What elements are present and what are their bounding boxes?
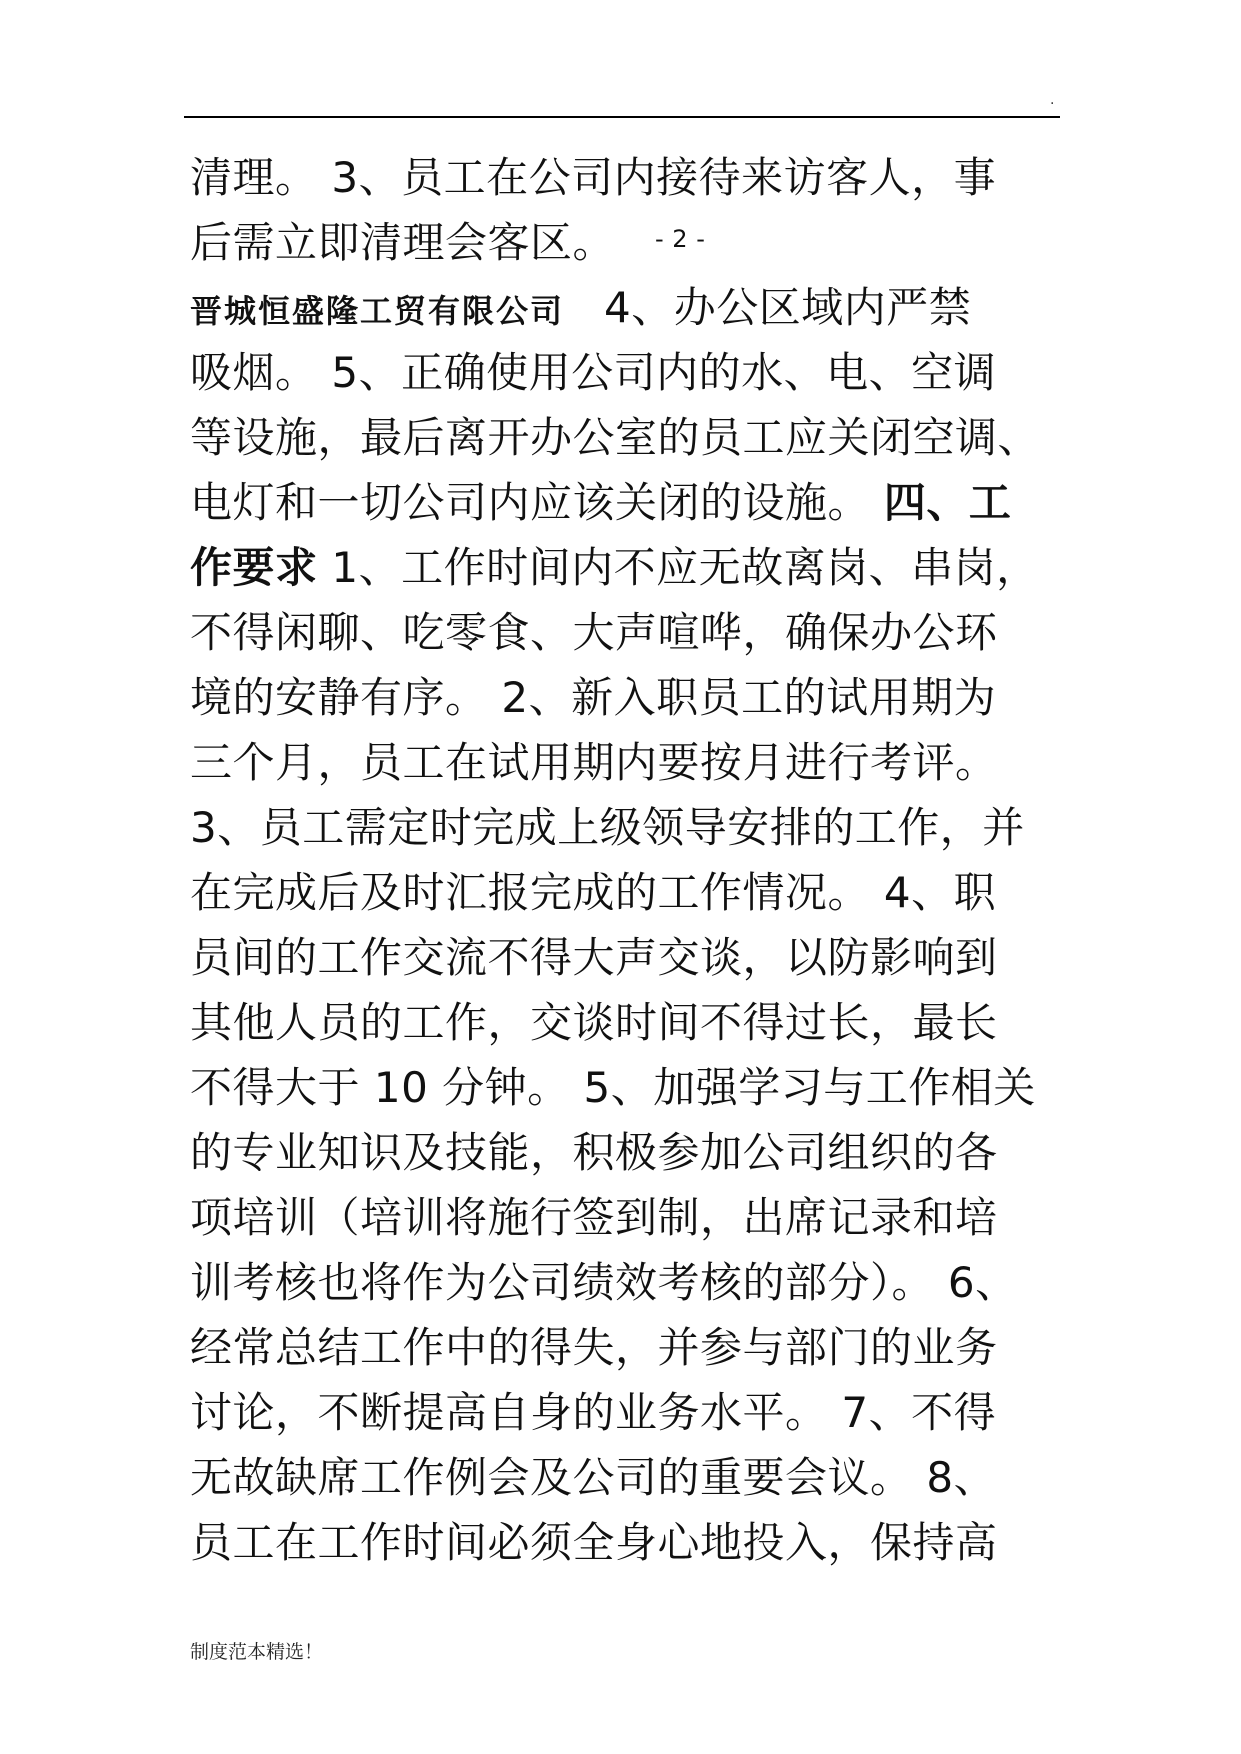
text-line: 讨论，不断提高自身的业务水平。 7、不得 — [190, 1388, 997, 1437]
text-line: 训考核也将作为公司绩效考核的部分）。 6、 — [190, 1258, 1018, 1307]
text-line-content: 4、办公区域内严禁 — [604, 283, 972, 332]
corner-mark: . — [1050, 92, 1055, 108]
text-line-content: 后需立即清理会客区。 — [190, 218, 616, 267]
company-name: 晋城恒盛隆工贸有限公司 — [190, 292, 565, 330]
text-line: 员工在工作时间必须全身心地投入，保持高 — [190, 1518, 998, 1567]
document-body — [190, 145, 1090, 1575]
text-line — [190, 210, 1090, 275]
text-line: 三个月，员工在试用期内要按月进行考评。 — [190, 738, 998, 787]
text-line: 不得大于 10 分钟。 5、加强学习与工作相关 — [190, 1063, 1036, 1112]
text-line: 项培训（培训将施行签到制，出席记录和培 — [190, 1193, 998, 1242]
footer-text: 制度范本精选！ — [190, 1641, 324, 1663]
text-line: 的专业知识及技能，积极参加公司组织的各 — [190, 1128, 998, 1177]
text-line: 境的安静有序。 2、新入职员工的试用期为 — [190, 673, 997, 722]
page-number: - 2 - — [655, 225, 706, 253]
text-line: 3、员工需定时完成上级领导安排的工作，并 — [190, 803, 1025, 852]
section-heading: 作要求 — [190, 543, 318, 592]
text-line-content: 电灯和一切公司内应该关闭的设施。 — [190, 478, 871, 527]
text-line: 在完成后及时汇报完成的工作情况。 4、职 — [190, 868, 997, 917]
text-line — [190, 275, 1090, 340]
text-line: 吸烟。 5、正确使用公司内的水、电、空调 — [190, 348, 997, 397]
text-line: 等设施，最后离开办公室的员工应关闭空调、 — [190, 413, 1041, 462]
text-line: 员间的工作交流不得大声交谈，以防影响到 — [190, 933, 998, 982]
text-line: 经常总结工作中的得失，并参与部门的业务 — [190, 1323, 998, 1372]
text-line-content: 1、工作时间内不应无故离岗、串岗， — [331, 543, 1039, 592]
section-heading: 四、工 — [883, 478, 1012, 527]
text-line: 其他人员的工作，交谈时间不得过长，最长 — [190, 998, 998, 1047]
text-line: 清理。 3、员工在公司内接待来访客人，事 — [190, 153, 997, 202]
text-line: 不得闲聊、吃零食、大声喧哗，确保办公环 — [190, 608, 998, 657]
header-rule — [184, 116, 1060, 118]
text-line — [190, 470, 1090, 535]
text-line — [190, 535, 1090, 600]
text-line: 无故缺席工作例会及公司的重要会议。 8、 — [190, 1453, 997, 1502]
